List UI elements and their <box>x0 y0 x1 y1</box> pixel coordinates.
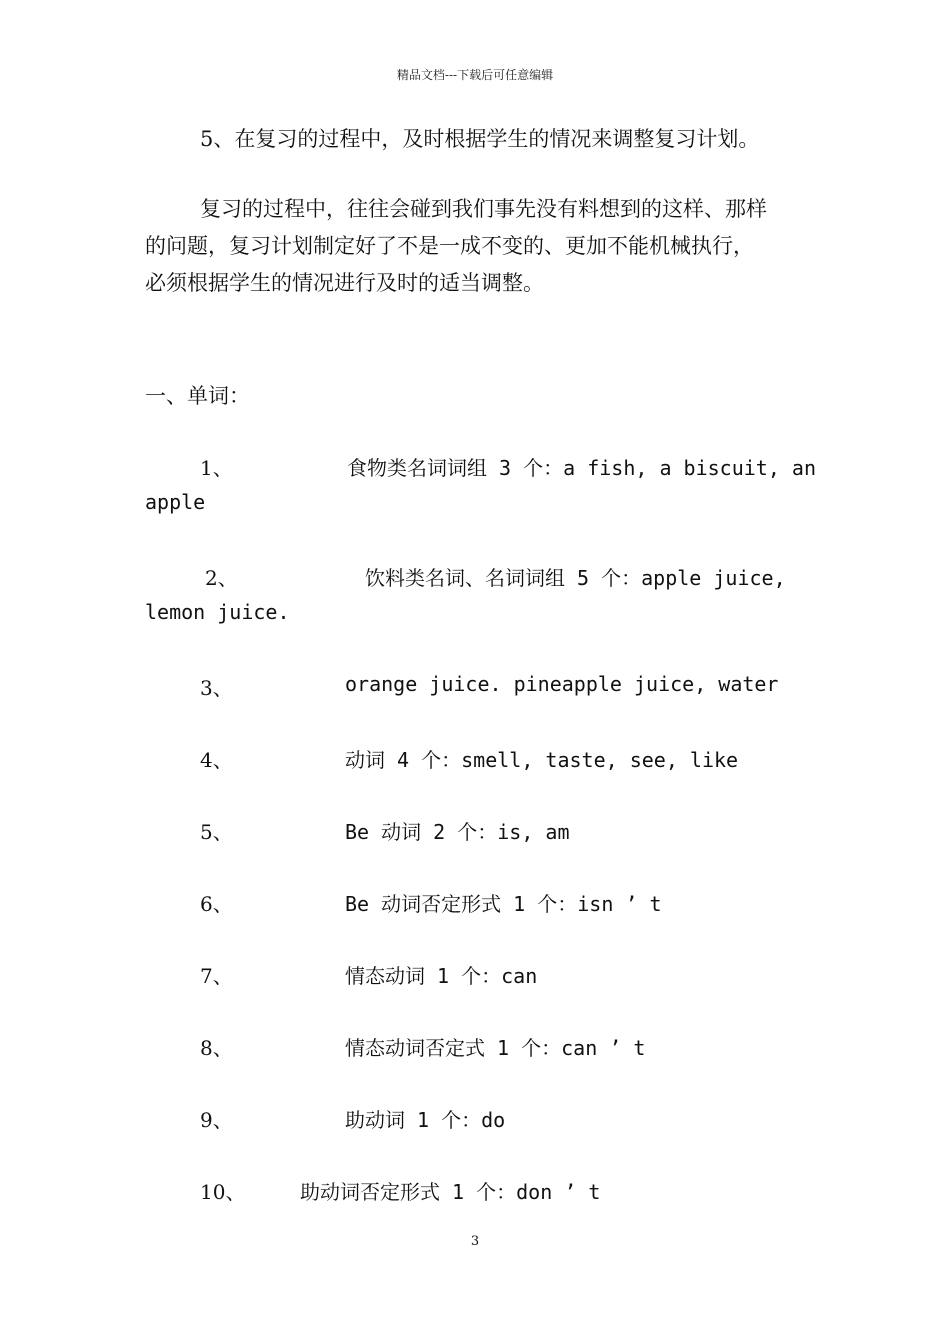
paragraph-line-3: 必须根据学生的情况进行及时的适当调整。 <box>145 271 544 295</box>
paragraph-line-2: 的问题，复习计划制定好了不是一成不变的、更加不能机械执行， <box>145 234 754 258</box>
item-text: 助动词 1 个：do <box>345 1108 506 1132</box>
item-text: orange juice. pineapple juice, water <box>345 672 779 696</box>
item-number: 3、 <box>200 676 233 700</box>
item-text: 食物类名词词组 3 个：a fish, a biscuit, an <box>347 456 816 480</box>
point-5-text: 5、在复习的过程中，及时根据学生的情况来调整复习计划。 <box>200 127 760 151</box>
page-number: 3 <box>470 1234 480 1249</box>
item-text: Be 动词 2 个：is, am <box>345 820 570 844</box>
section-heading: 一、单词： <box>145 384 250 408</box>
item-text: 动词 4 个：smell, taste, see, like <box>345 748 739 772</box>
item-number: 9、 <box>200 1108 233 1132</box>
item-number: 2、 <box>205 566 238 590</box>
item-text: 情态动词 1 个：can <box>345 964 538 988</box>
item-text: 情态动词否定式 1 个：can ’ t <box>345 1036 646 1060</box>
item-text: 饮料类名词、名词词组 5 个：apple juice, <box>365 566 786 590</box>
page-header: 精品文档---下载后可任意编辑 <box>396 68 554 82</box>
item-text: Be 动词否定形式 1 个：isn ’ t <box>345 892 662 916</box>
item-number: 5、 <box>200 820 233 844</box>
item-number: 1、 <box>200 456 233 480</box>
item-number: 10、 <box>200 1180 246 1204</box>
item-number: 4、 <box>200 748 233 772</box>
list-item-1-continuation: apple <box>145 490 206 514</box>
list-item-2-continuation: lemon juice. <box>145 600 290 624</box>
item-number: 8、 <box>200 1036 233 1060</box>
paragraph-line-1: 复习的过程中，往往会碰到我们事先没有料想到的这样、那样 <box>200 197 767 221</box>
item-text: 助动词否定形式 1 个：don ’ t <box>300 1180 601 1204</box>
item-number: 6、 <box>200 892 233 916</box>
item-number: 7、 <box>200 964 233 988</box>
